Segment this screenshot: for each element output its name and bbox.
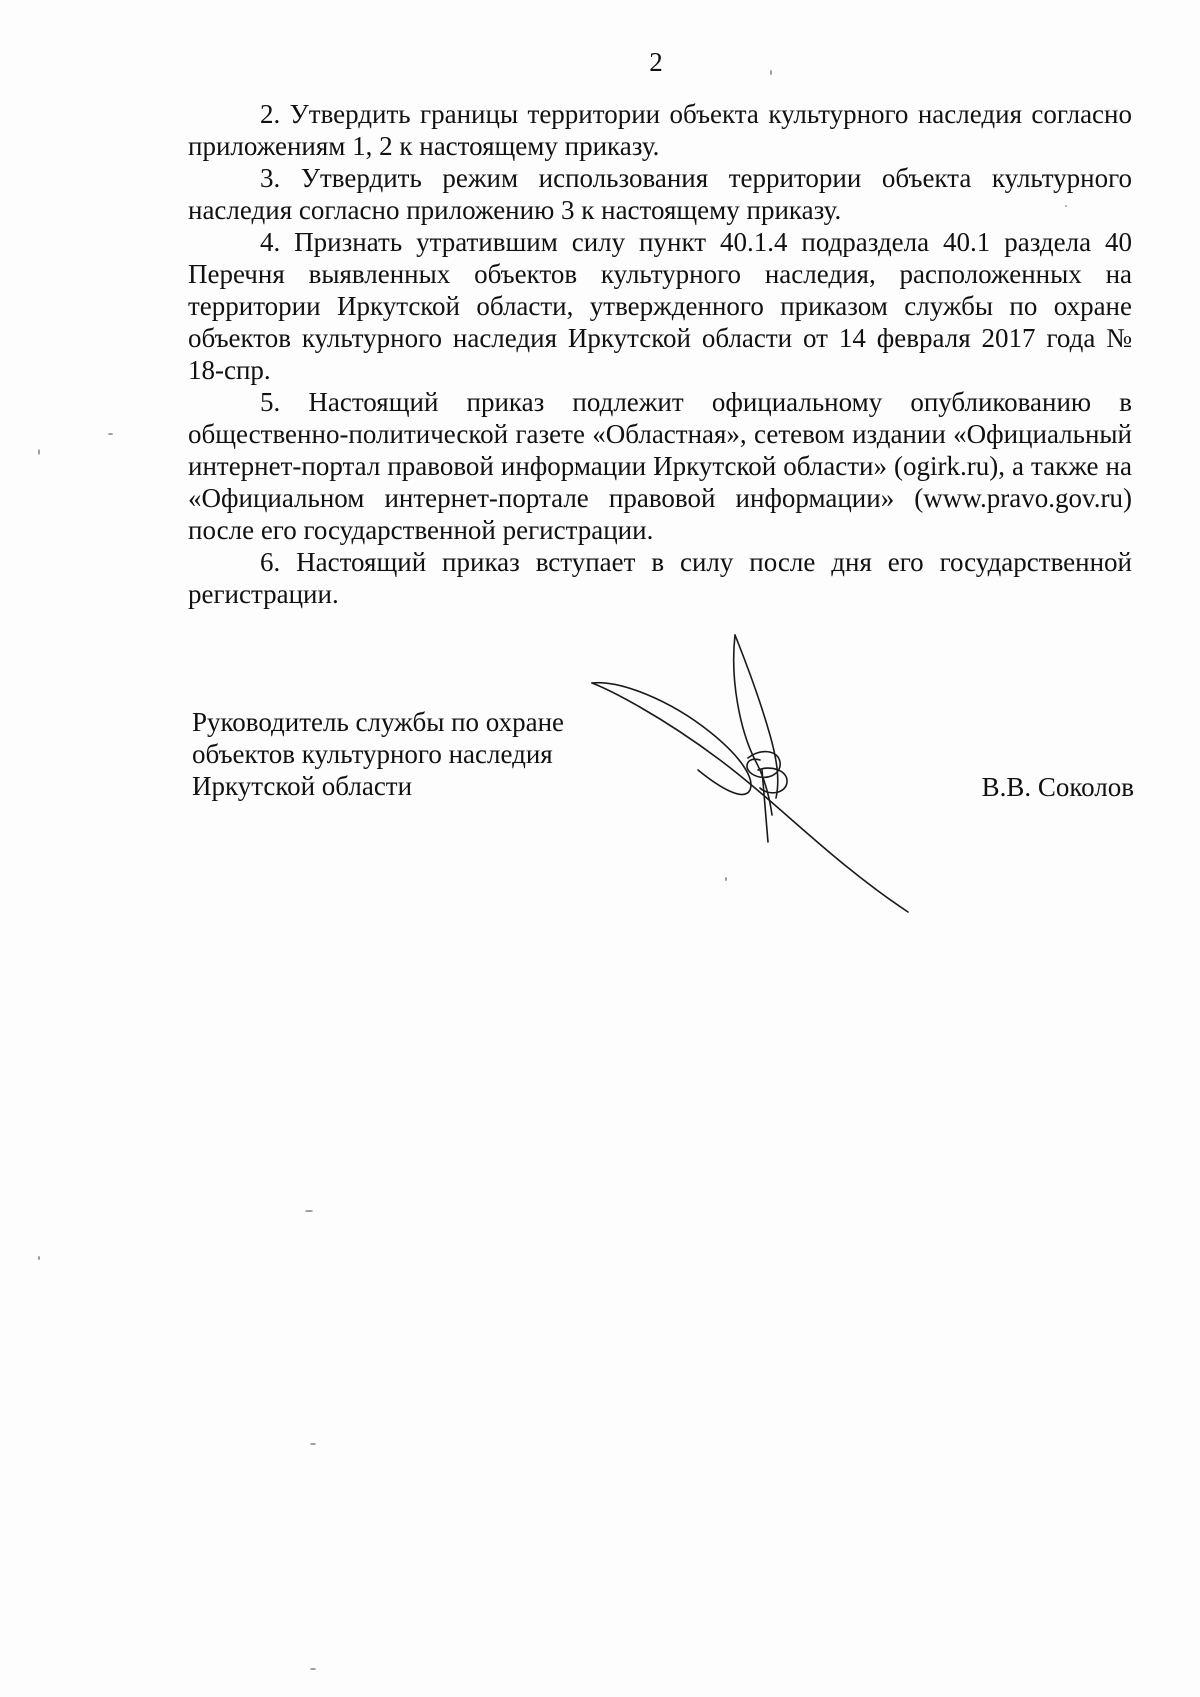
- scan-speck: [38, 1256, 40, 1260]
- signatory-position-line: объектов культурного наследия: [192, 739, 553, 769]
- page-number: 2: [649, 47, 663, 77]
- paragraph-item-4: 4. Признать утратившим силу пункт 40.1.4 подраздела 40.1 раздела 40 Перечня выявленных объектов культурного наследия, расположенных на территории Иркутской области, утвержденного приказом службы по охране объектов культурного наследия Иркутской области от 14 февраля 2017 года № 18-спр.: [188, 227, 1132, 385]
- document-body: [188, 98, 1132, 610]
- scan-speck: [310, 1668, 316, 1670]
- scan-speck: [725, 877, 727, 881]
- scan-speck: [305, 1210, 313, 1212]
- paragraph-item-6: 6. Настоящий приказ вступает в силу после дня его государственной регистрации.: [188, 547, 1132, 609]
- scan-speck: [38, 449, 40, 455]
- signatory-position-line: Руководитель службы по охране: [192, 707, 565, 737]
- scan-speck: [770, 70, 772, 75]
- scan-speck: [1065, 205, 1067, 207]
- paragraph-item-5: 5. Настоящий приказ подлежит официальному опубликованию в общественно-политической газете «Областная», сетевом издании «Официальный интернет-портал правовой информации Иркутской области» (ogirk.ru), а также на «Официальном интернет-портале правовой информации» (www.pravo.gov.ru) после его государственной регистрации.: [188, 387, 1132, 545]
- scan-speck: [108, 433, 113, 435]
- paragraph-item-3: 3. Утвердить режим использования территории объекта культурного наследия согласно приложению 3 к настоящему приказу.: [188, 163, 1132, 225]
- signatory-position: [192, 706, 612, 802]
- handwritten-signature: [580, 620, 920, 920]
- signatory-position-line: Иркутской области: [192, 771, 413, 801]
- signatory-name: В.В. Соколов: [981, 772, 1134, 802]
- paragraph-item-2: 2. Утвердить границы территории объекта культурного наследия согласно приложениям 1, 2 к настоящему приказу.: [188, 99, 1132, 161]
- scan-speck: [310, 1443, 316, 1445]
